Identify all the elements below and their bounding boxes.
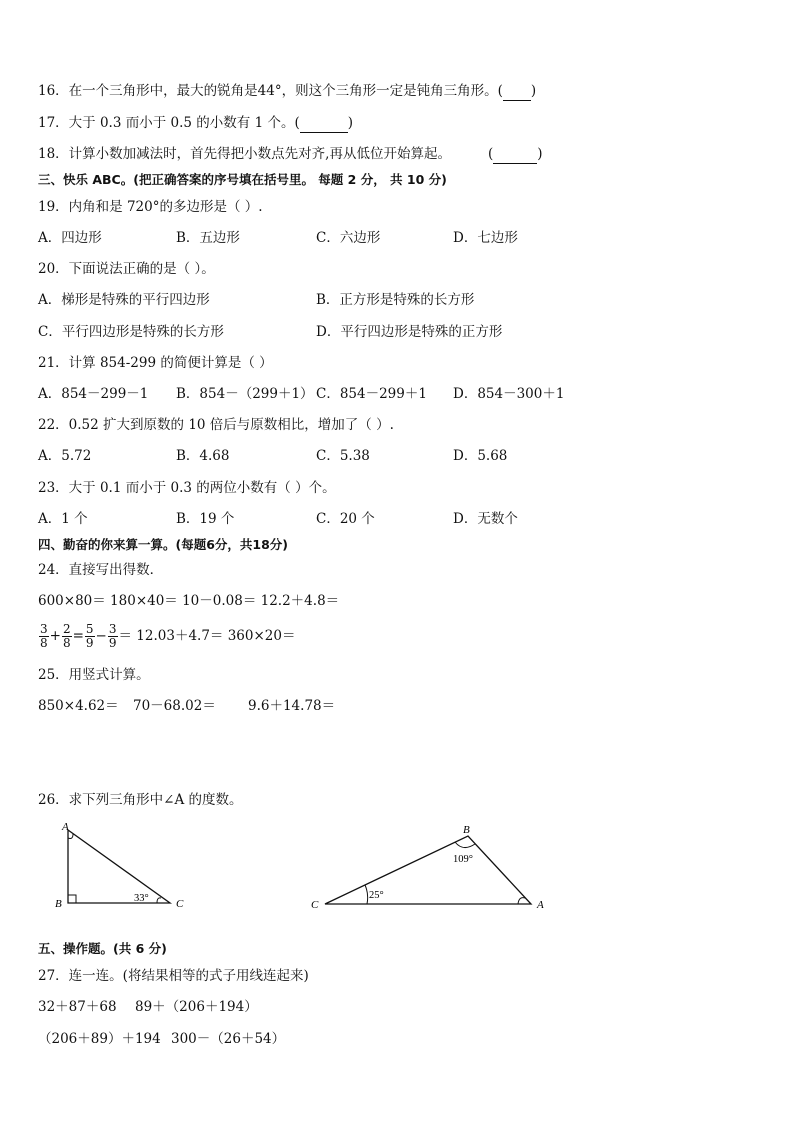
q27-expr-4[interactable]: 300－（26＋54） [171, 1031, 286, 1047]
question-27-stem: 27．连一连。(将结果相等的式子用线连起来) [38, 968, 309, 984]
q21-option-a[interactable]: A．854－299－1 [38, 386, 149, 402]
q23-option-d[interactable]: D．无数个 [453, 511, 518, 527]
q25-item-2: 70－68.02＝ [133, 698, 216, 714]
fraction [108, 623, 118, 650]
q17-close: ) [347, 115, 354, 131]
q22-option-c[interactable]: C．5.38 [316, 448, 370, 464]
angle-a-arc [518, 898, 525, 904]
angle-a-arc [68, 834, 73, 839]
denominator: 8 [62, 636, 71, 650]
q19-option-d[interactable]: D．七边形 [453, 230, 518, 246]
q23-option-c[interactable]: C．20 个 [316, 511, 375, 527]
fraction [39, 623, 49, 650]
q27-expr-2[interactable]: 89＋（206＋194） [135, 999, 258, 1015]
q21-option-d[interactable]: D．854－300＋1 [453, 386, 565, 402]
question-24-stem: 24．直接写出得数． [38, 562, 164, 578]
minus-sign: − [95, 628, 107, 644]
question-23-stem: 23．大于 0.1 而小于 0.3 的两位小数有（ ）个。 [38, 480, 336, 496]
vertex-b-label: B [55, 898, 62, 910]
fraction [85, 623, 95, 650]
q20-option-c[interactable]: C．平行四边形是特殊的长方形 [38, 324, 224, 340]
q18-open: ( [488, 146, 494, 162]
q20-option-d[interactable]: D．平行四边形是特殊的正方形 [316, 324, 503, 340]
section-3-heading: 三、快乐 ABC。(把正确答案的序号填在括号里。 每题 2 分， 共 10 分) [38, 172, 447, 187]
q22-option-a[interactable]: A．5.72 [38, 448, 92, 464]
question-20-stem: 20．下面说法正确的是（ ）。 [38, 261, 215, 277]
q20-option-b[interactable]: B．正方形是特殊的长方形 [316, 292, 475, 308]
q19-option-c[interactable]: C．六边形 [316, 230, 381, 246]
denominator: 8 [40, 636, 48, 650]
question-16 [38, 82, 536, 101]
q22-option-b[interactable]: B．4.68 [176, 448, 230, 464]
q18-text: 18．计算小数加减法时，首先得把小数点先对齐,再从低位开始算起。 [38, 146, 451, 162]
q24-row-1: 600×80＝ 180×40＝ 10－0.08＝ 12.2＋4.8＝ [38, 593, 340, 609]
vertex-b-label: B [463, 824, 470, 836]
vertex-c-label: C [311, 899, 319, 911]
q24-row-2-rest: ＝ 12.03＋4.7＝ 360×20＝ [118, 628, 296, 644]
q23-option-a[interactable]: A．1 个 [38, 511, 88, 527]
q24-row-2 [38, 620, 295, 652]
q17-text: 17．大于 0.3 而小于 0.5 的小数有 1 个。( [38, 115, 300, 131]
question-26-stem: 26．求下列三角形中∠A 的度数。 [38, 792, 243, 808]
question-25-stem: 25．用竖式计算。 [38, 667, 150, 683]
angle-c-arc [365, 885, 368, 904]
answer-blank[interactable] [300, 114, 348, 133]
right-angle-mark [68, 895, 76, 903]
right-triangle-figure [40, 818, 200, 918]
vertex-a-label: A [537, 899, 544, 911]
q23-option-b[interactable]: B．19 个 [176, 511, 235, 527]
answer-blank[interactable] [503, 82, 531, 101]
q19-option-a[interactable]: A．四边形 [38, 230, 102, 246]
numerator: 2 [62, 622, 71, 636]
question-19-stem: 19．内角和是 720°的多边形是（ ）. [38, 199, 263, 215]
q25-item-1: 850×4.62＝ [38, 698, 119, 714]
triangle-1-outline [68, 830, 170, 903]
q16-text: 16．在一个三角形中，最大的锐角是44°，则这个三角形一定是钝角三角形。( [38, 83, 503, 99]
q18-close: ) [537, 146, 543, 162]
q16-close: ) [530, 83, 537, 99]
section-4-heading: 四、勤奋的你来算一算。(每题6分，共18分) [38, 537, 289, 552]
numerator: 3 [108, 622, 117, 636]
q27-expr-1[interactable]: 32＋87＋68 [38, 999, 117, 1015]
triangle-2-outline [325, 836, 531, 904]
question-22-stem: 22．0.52 扩大到原数的 10 倍后与原数相比，增加了（ ）. [38, 417, 394, 433]
obtuse-triangle-figure [305, 818, 560, 918]
equals-sign: = [72, 628, 84, 644]
q19-option-b[interactable]: B．五边形 [176, 230, 240, 246]
q21-option-b[interactable]: B．854－（299＋1） [176, 386, 314, 402]
vertex-c-label: C [176, 898, 184, 910]
angle-c-label: 33° [134, 893, 149, 904]
vertex-a-label: A [62, 821, 69, 833]
fraction [62, 623, 72, 650]
question-18 [38, 145, 451, 163]
numerator: 5 [85, 622, 94, 636]
q25-item-3: 9.6＋14.78＝ [248, 698, 336, 714]
q27-expr-3[interactable]: （206＋89）＋194 [38, 1031, 161, 1047]
q20-option-a[interactable]: A．梯形是特殊的平行四边形 [38, 292, 210, 308]
q22-option-d[interactable]: D．5.68 [453, 448, 508, 464]
q18-answer [488, 145, 543, 164]
angle-b-label: 109° [453, 854, 473, 865]
angle-c-arc [157, 898, 161, 903]
q21-option-c[interactable]: C．854－299＋1 [316, 386, 427, 402]
plus-sign: + [49, 628, 61, 644]
denominator: 9 [85, 636, 94, 650]
angle-c-label: 25° [369, 890, 384, 901]
answer-blank[interactable] [493, 145, 537, 164]
denominator: 9 [108, 636, 117, 650]
angle-b-arc [455, 842, 475, 848]
question-21-stem: 21．计算 854-299 的简便计算是（ ） [38, 355, 273, 371]
section-5-heading: 五、操作题。(共 6 分) [38, 941, 167, 956]
question-17 [38, 114, 353, 133]
numerator: 3 [40, 622, 48, 636]
